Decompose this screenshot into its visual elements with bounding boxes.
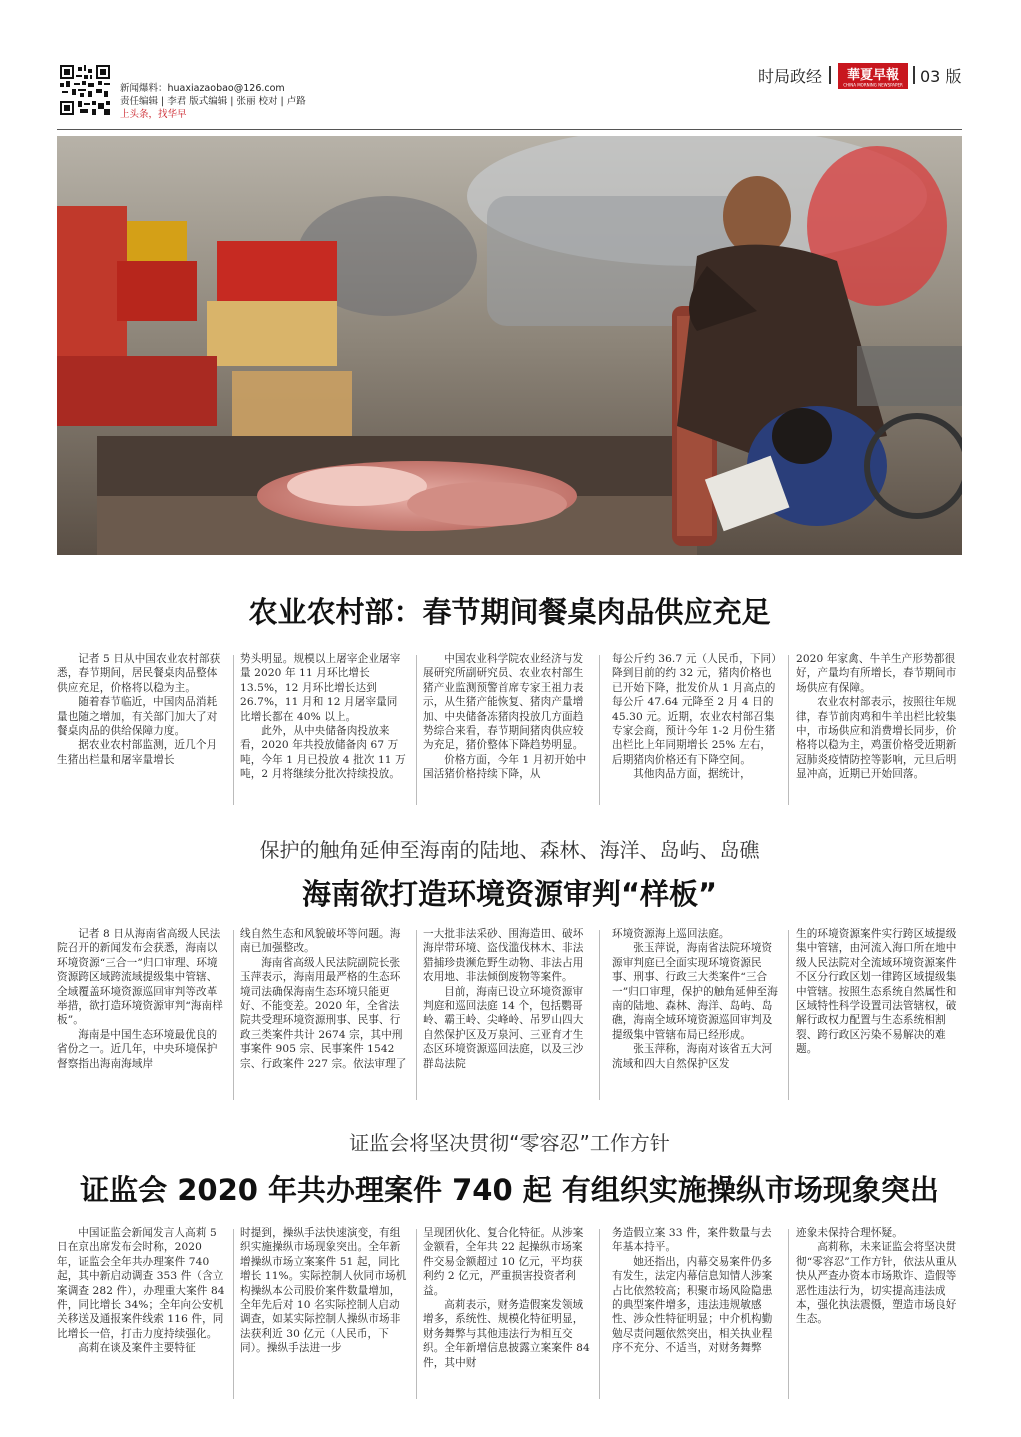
paragraph: 农业农村部表示，按照往年规律，春节前肉鸡和牛羊出栏比较集中，市场供应和消费增长同步，价格将以稳为主，鸡蛋价格受近期新冠肺炎疫情防控等影响，元旦后明显冲高，近期已开始回落。: [796, 696, 957, 781]
article-2-column-1: [57, 927, 225, 1071]
column-divider: [233, 1229, 234, 1399]
editor-credits: 责任编辑 | 李君 版式编辑 | 张丽 校对 | 卢路: [120, 96, 306, 107]
article-1-column-5: [796, 652, 964, 782]
paragraph: 价格方面，今年 1 月初开始中国活猪价格持续下降，从: [423, 753, 587, 781]
paragraph: 环境资源海上巡回法庭。: [612, 928, 730, 940]
paragraph: 迹象未保持合理怀疑。: [796, 1227, 903, 1239]
article-1-column-1: [57, 652, 225, 767]
article-1-column-4: [612, 652, 780, 782]
article-2-headline: 海南欲打造环境资源审判“样板”: [301, 877, 718, 911]
paragraph: 目前，海南已设立环境资源审判庭和巡回法庭 14 个，包括鹦哥岭、霸王岭、尖峰岭、吊罗山四大自然保护区及万泉河、三亚育才生态区环境资源巡回法庭，以及三沙群岛法院: [423, 985, 584, 1070]
article-3-headline: 证监会 2020 年共办理案件 740 起 有组织实施操纵市场现象突出: [80, 1173, 939, 1207]
column-divider: [416, 930, 417, 1100]
paragraph: 其他肉品方面，据统计，: [633, 768, 751, 781]
section-name: 时局政经: [758, 67, 823, 86]
article-2-kicker: 保护的触角延伸至海南的陆地、森林、海洋、岛屿、岛礁: [259, 838, 760, 862]
svg-text:CHINA MORNING NEWSPAPER: CHINA MORNING NEWSPAPER: [843, 82, 903, 88]
column-divider: [233, 655, 234, 805]
tipline: 新闻爆料：huaxiazaobao@126.com: [120, 83, 285, 94]
paragraph: 随着春节临近，中国肉品消耗量也随之增加，有关部门加大了对餐桌肉品的供给保障力度。: [57, 696, 218, 738]
page-number: 03 版: [920, 67, 962, 86]
paragraph: 她还指出，内幕交易案件仍多有发生，法定内幕信息知情人涉案占比依然较高；积聚市场风险隐患的典型案件增多，违法违规敏感性、涉众性特征明显；中介机构勤勉尽责问题依然突出，相关执业程序不充分、不适当，对财务舞弊: [612, 1255, 773, 1355]
slogan: 上头条，找华早: [120, 109, 187, 120]
newspaper-logo: [838, 63, 908, 89]
paragraph: 时提到，操纵手法快速演变，有组织实施操纵市场现象突出。全年新增操纵市场立案案件 51 起，同比增长 11%。实际控制人伙同市场机构操纵本公司股价案件数量增加，全年先后对 10 名实际控制人启动调查，如某实际控制人操纵市场非法获利近 30 亿元（人民币，下同）。操纵手法进一步: [240, 1227, 407, 1355]
header-rule: [57, 129, 962, 130]
column-divider: [599, 1229, 600, 1399]
paragraph: 此外，从中央储备肉投放来看，2020 年共投放储备肉 67 万吨，今年 1 月已投放 4 批次 11 万吨，2 月将继续分批次持续投放。: [240, 725, 406, 781]
paragraph: 据农业农村部监测，近几个月生猪出栏量和屠宰量增长: [57, 739, 218, 766]
article-1-column-2: [240, 652, 408, 782]
article-3-column-5: [796, 1226, 964, 1327]
paragraph: 记者 8 日从海南省高级人民法院召开的新闻发布会获悉，海南以环境资源“三合一”归口审理、环境资源跨区域跨流域提级集中管辖、全域覆盖环境资源巡回审判等改革举措，欲打造环境资源审判“海南样板”。: [57, 928, 223, 1027]
paragraph: 务造假立案 33 件，案件数量与去年基本持平。: [612, 1227, 772, 1254]
svg-text:華夏早報: 華夏早報: [846, 68, 900, 83]
paragraph: 高莉称，未来证监会将坚决贯彻“零容忍”工作方针，依法从重从快从严查办资本市场欺诈、造假等恶性违法行为，切实提高违法成本，强化执法震慑，塑造市场良好生态。: [796, 1241, 957, 1326]
market-photo: [57, 136, 962, 555]
article-1-column-3: [423, 652, 591, 782]
column-divider: [788, 655, 789, 805]
paragraph: 势头明显。规模以上屠宰企业屠宰量 2020 年 11 月环比增长 13.5%，12 月环比增长达到 26.7%，11 月和 12 月屠宰量同比增长都在 40% 以上。: [240, 653, 401, 723]
paragraph: 高莉表示，财务造假案发领域增多，系统性、规模化特征明显，财务舞弊与其他违法行为相互交织。全年新增信息披露立案案件 84 件，其中财: [423, 1299, 590, 1369]
column-divider: [788, 1229, 789, 1399]
paragraph: 呈现团伙化、复合化特征。从涉案金额看，全年共 22 起操纵市场案件交易金额超过 10 亿元，平均获利约 2 亿元，严重损害投资者利益。: [423, 1227, 584, 1297]
paragraph: 张玉萍称，海南对该省五大河流域和四大自然保护区发: [612, 1043, 773, 1070]
paragraph: 2020 年家禽、牛羊生产形势都很好，产量均有所增长，春节期间市场供应有保障。: [796, 653, 957, 694]
paragraph: 每公斤约 36.7 元（人民币，下同）降到目前的约 32 元，猪肉价格也已开始下降，批发价从 1 月高点的每公斤 47.64 元降至 2 月 4 日的 45.30 元。近期，农业农村部召集专家会商，预计今年 1-2 月份生猪出栏比上年同期增长 25% 左右，后期猪肉价格还有下降空间。: [612, 653, 777, 766]
article-3-column-2: [240, 1226, 408, 1356]
paragraph: 高莉在谈及案件主要特征: [78, 1342, 196, 1355]
article-2-column-5: [796, 927, 964, 1057]
column-divider: [416, 1229, 417, 1399]
column-divider: [599, 930, 600, 1100]
paragraph: 一大批非法采砂、围海造田、破坏海岸带环境、盗伐滥伐林木、非法猎捕珍贵濒危野生动物、非法占用农用地、非法倾倒废物等案件。: [423, 928, 584, 984]
paragraph: 生的环境资源案件实行跨区域提级集中管辖，由河流入海口所在地中级人民法院对全流域环境资源案件不区分行政区划一律跨区域提级集中管辖。按照生态系统自然属性和区域特性科学设置司法管辖权，破解行政权力配置与生态系统相割裂、跨行政区污染不易解决的难题。: [796, 928, 957, 1056]
paragraph: 线自然生态和风貌破坏等问题。海南已加强整改。: [240, 928, 401, 955]
header-info: [120, 82, 306, 121]
column-divider: [599, 655, 600, 805]
column-divider: [416, 655, 417, 805]
paragraph: 海南是中国生态环境最优良的省份之一。近几年，中央环境保护督察指出海南海域岸: [57, 1028, 218, 1070]
column-divider: [233, 930, 234, 1100]
article-2-column-4: [612, 927, 780, 1071]
article-3-kicker: 证监会将坚决贯彻“零容忍”工作方针: [349, 1131, 670, 1155]
column-divider: [788, 930, 789, 1100]
article-3-column-4: [612, 1226, 780, 1356]
article-2-column-2: [240, 927, 408, 1071]
paragraph: 中国证监会新闻发言人高莉 5 日在京出席发布会时称，2020 年，证监会全年共办理案件 740 起，其中新启动调查 353 件（含立案调查 282 件），办理重大案件 84 件，同比增长 34%；全年向公安机关移送及通报案件线索 116 件，同比增长一倍，打击力度持续强化。: [57, 1227, 225, 1340]
paragraph: 记者 5 日从中国农业农村部获悉，春节期间，居民餐桌肉品整体供应充足，价格将以稳为主。: [57, 653, 221, 694]
header-divider: [829, 66, 831, 84]
paragraph: 张玉萍说，海南省法院环境资源审判庭已全面实现环境资源民事、刑事、行政三大类案件“三合一”归口审理，保护的触角延伸至海南的陆地、森林、海洋、岛屿、岛礁，海南全域环境资源巡回审判及提级集中管辖布局已经形成。: [612, 942, 778, 1041]
paragraph: 中国农业科学院农业经济与发展研究所副研究员、农业农村部生猪产业监测预警首席专家王祖力表示，从生猪产能恢复、猪肉产量增加、中央储备冻猪肉投放几方面趋势综合来看，春节期间猪肉供应较为充足，猪价整体下降趋势明显。: [423, 653, 584, 752]
qr-code: [60, 65, 110, 115]
article-3-column-3: [423, 1226, 591, 1370]
paragraph: 海南省高级人民法院副院长张玉萍表示，海南用最严格的生态环境司法确保海南生态环境只能更好、不能变差。2020 年，全省法院共受理环境资源刑事、民事、行政三类案件共计 2674 宗，其中刑事案件 905 宗、民事案件 1542 宗、行政案件 227 宗。依法审理了: [240, 956, 407, 1070]
header-divider: [913, 66, 915, 84]
article-2-column-3: [423, 927, 591, 1071]
article-1-headline: 农业农村部：春节期间餐桌肉品供应充足: [248, 595, 771, 629]
article-3-column-1: [57, 1226, 225, 1356]
